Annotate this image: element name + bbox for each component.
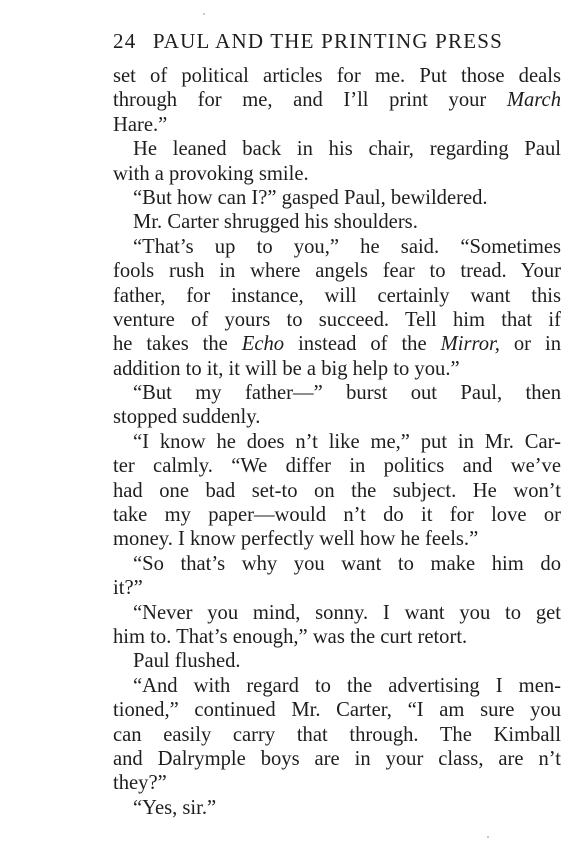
text-line: can easily carry that through. The Kimball [113, 723, 561, 746]
text-line: “Never you mind, sonny. I want you to get [133, 601, 561, 624]
text-line: money. I know perfectly well how he feels.” [113, 528, 479, 551]
text-line: “So that’s why you want to make him do [133, 552, 561, 575]
text-line: “But how can I?” gasped Paul, bewildered. [133, 186, 488, 209]
text-line: had one bad set-to on the subject. He won’t [113, 479, 561, 502]
text-line: “That’s up to you,” he said. “Sometimes [133, 235, 561, 258]
text-line: He leaned back in his chair, regarding Paul [133, 138, 561, 161]
paper-speck [487, 836, 489, 838]
text-line: stopped suddenly. [113, 406, 261, 429]
text-line: him to. That’s enough,” was the curt retort. [113, 625, 468, 648]
text-line: “But my father—” burst out Paul, then [133, 382, 561, 405]
paper-speck [203, 13, 205, 15]
text-line: tioned,” continued Mr. Carter, “I am sure you [113, 699, 561, 722]
text-line: set of political articles for me. Put those deals [113, 65, 561, 87]
text-line: take my paper—would n’t do it for love or [113, 504, 561, 527]
text-line: through for me, and I’ll print your March [113, 89, 561, 112]
text-line: “And with regard to the advertising I men- [133, 674, 561, 697]
text-line: they?” [113, 772, 167, 795]
text-line: addition to it, it will be a big help to you.” [113, 357, 460, 380]
text-line: “I know he does n’t like me,” put in Mr. Car- [133, 430, 561, 453]
text-line: and Dalrymple boys are in your class, are n’t [113, 747, 561, 770]
text-line: Mr. Carter shrugged his shoulders. [133, 211, 418, 234]
text-line: father, for instance, will certainly want this [113, 284, 561, 307]
running-title: PAUL AND THE PRINTING PRESS [152, 29, 504, 53]
page-number: 24 [113, 29, 137, 53]
text-line: Paul flushed. [133, 650, 241, 673]
text-line: with a provoking smile. [113, 162, 309, 185]
running-header [113, 29, 563, 57]
text-line: it?” [113, 577, 143, 600]
text-line: “Yes, sir.” [133, 796, 217, 819]
text-line: ter calmly. “We differ in politics and we’ve [113, 455, 561, 478]
body-text [113, 64, 561, 820]
text-line: venture of yours to succeed. Tell him that if [113, 308, 561, 331]
text-line: Hare.” [113, 113, 168, 136]
text-line: he takes the Echo instead of the Mirror, or in [113, 333, 561, 356]
text-line: fools rush in where angels fear to tread. Your [113, 260, 561, 283]
